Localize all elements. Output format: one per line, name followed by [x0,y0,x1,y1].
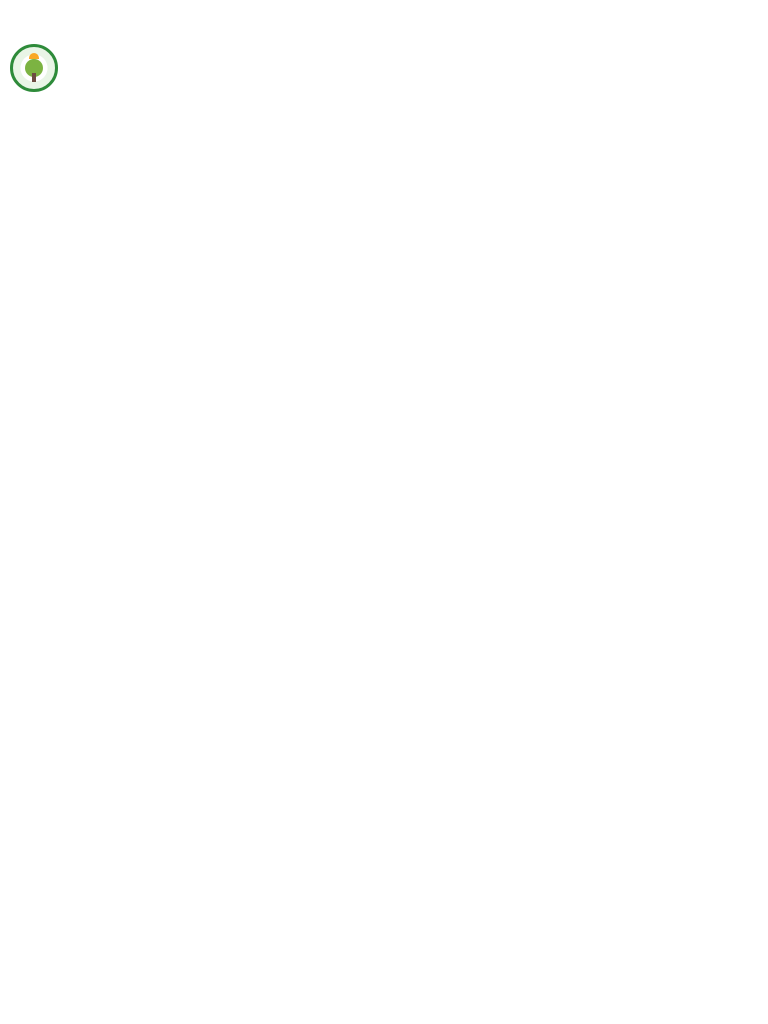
tree-trunk [32,73,36,82]
center-logo [10,44,58,92]
page-header [0,0,768,100]
